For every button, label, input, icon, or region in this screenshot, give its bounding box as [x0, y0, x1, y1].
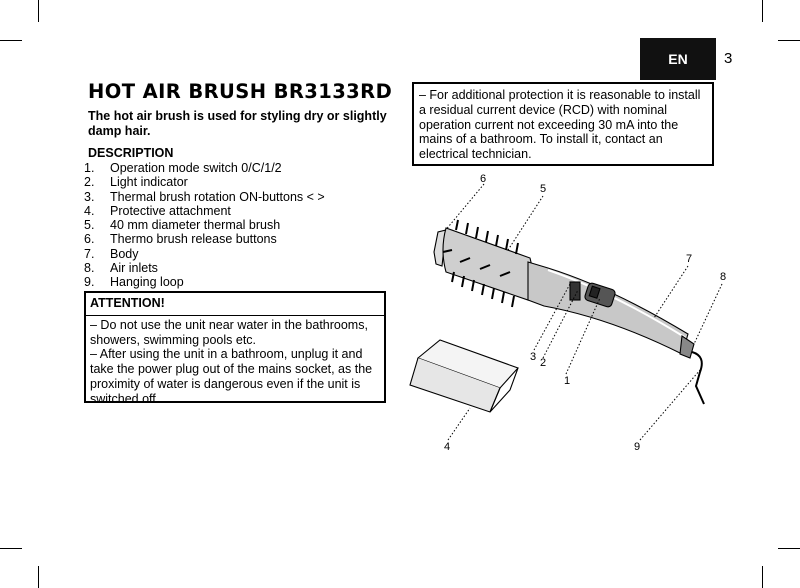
hanging-loop-image — [692, 352, 704, 404]
attention-item: – After using the unit in a bathroom, unplug it and take the power plug out of the mains socket, as the proximity of water is dangerous even if the unit is switched off. — [90, 347, 373, 406]
callout-label-6: 6 — [480, 173, 487, 185]
list-item: 1. Operation mode switch 0/C/1/2 — [84, 161, 282, 175]
callout-label-9: 9 — [634, 441, 641, 453]
callout-label-7: 7 — [686, 253, 693, 265]
list-item: 5. 40 mm diameter thermal brush — [84, 218, 281, 233]
list-item: 3. Thermal brush rotation ON-buttons < > — [84, 189, 325, 204]
list-item: 6. Thermo brush release buttons — [84, 232, 277, 247]
callout-label-3: 3 — [530, 351, 537, 363]
description-heading: DESCRIPTION — [88, 146, 174, 160]
list-item: 7. Body — [84, 246, 139, 261]
callout-label-2: 2 — [540, 357, 547, 369]
list-item: 9. Hanging loop — [84, 275, 184, 290]
callout-label-5: 5 — [540, 183, 547, 195]
protection-note-box: – For additional protection it is reasonable to install a residual current device (RCD) with nominal operation current not exceeding 30 mA into the mains of a bathroom. To install it, contact an electrical technician. — [412, 82, 714, 166]
list-item: 2. Light indicator — [84, 175, 188, 190]
thermal-brush-image — [434, 220, 533, 307]
list-item: 8. Air inlets — [84, 261, 158, 276]
language-tab: EN — [640, 38, 716, 80]
intro-text: The hot air brush is used for styling dry or slightly damp hair. — [88, 109, 387, 138]
attention-heading: ATTENTION! — [90, 296, 165, 310]
callout-label-8: 8 — [720, 271, 727, 283]
page-title: HOT AIR BRUSH BR3133RD — [88, 80, 393, 103]
protective-attachment-image — [410, 340, 518, 412]
attention-item: – Do not use the unit near water in the bathrooms, showers, swimming pools etc. — [90, 317, 368, 347]
list-item: 4. Protective attachment — [84, 203, 231, 218]
page-number: 3 — [724, 50, 733, 67]
callout-label-4: 4 — [444, 441, 451, 453]
callout-label-1: 1 — [564, 375, 571, 387]
brush-body-image — [528, 262, 694, 358]
